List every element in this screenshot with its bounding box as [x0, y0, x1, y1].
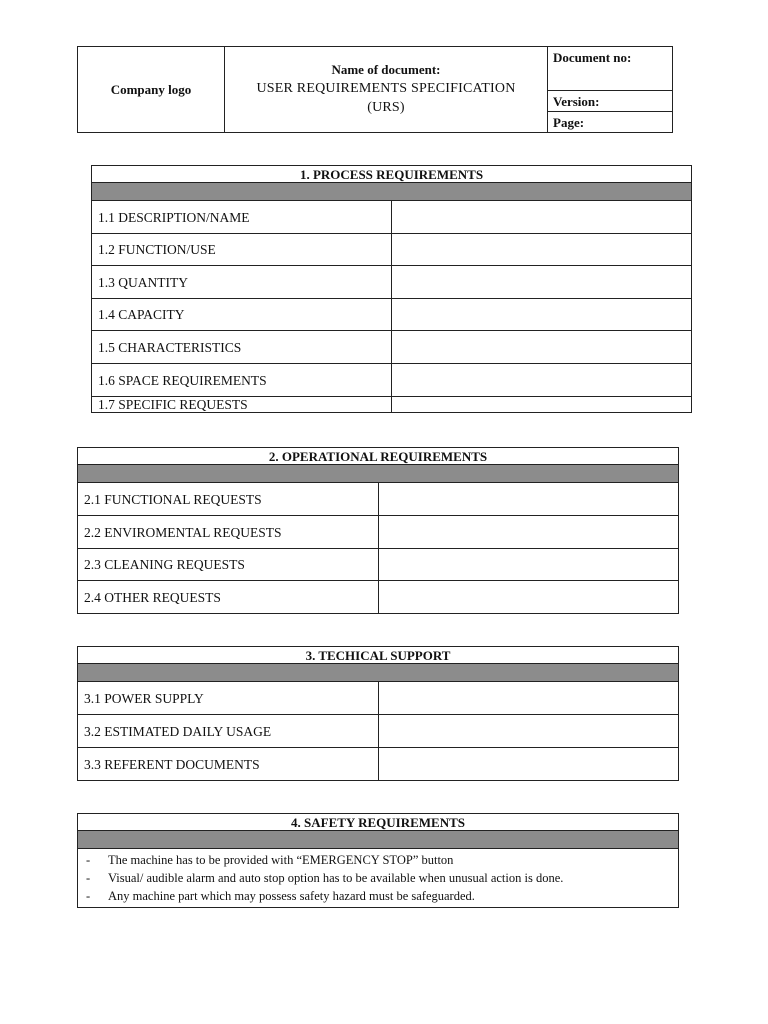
row-value-functional[interactable] — [378, 483, 679, 516]
technical-support-table — [77, 646, 679, 781]
list-item — [86, 869, 678, 887]
row-value-description[interactable] — [392, 201, 692, 234]
bullet-marker: - — [86, 853, 91, 867]
safety-requirements-table — [77, 813, 679, 908]
row-label-capacity: 1.4 CAPACITY — [92, 299, 392, 331]
row-label-cleaning: 2.3 CLEANING REQUESTS — [78, 549, 379, 581]
safety-bullet-list — [78, 849, 679, 908]
section-title-safety: 4. SAFETY REQUIREMENTS — [78, 814, 679, 831]
row-value-specific[interactable] — [392, 397, 692, 413]
row-value-function[interactable] — [392, 234, 692, 266]
company-logo-placeholder: Company logo — [78, 47, 225, 133]
row-value-quantity[interactable] — [392, 266, 692, 299]
document-name-label: Name of document: — [331, 62, 441, 77]
row-label-space: 1.6 SPACE REQUIREMENTS — [92, 364, 392, 397]
row-label-daily-usage: 3.2 ESTIMATED DAILY USAGE — [78, 715, 379, 748]
section-bar — [92, 183, 692, 201]
document-title-line1: USER REQUIREMENTS SPECIFICATION — [256, 81, 516, 96]
row-label-characteristics: 1.5 CHARACTERISTICS — [92, 331, 392, 364]
safety-item-text: Visual/ audible alarm and auto stop option has to be available when unusual action is done. — [108, 871, 564, 885]
section-bar — [78, 465, 679, 483]
list-item — [86, 887, 678, 905]
document-header — [77, 46, 673, 133]
row-label-other: 2.4 OTHER REQUESTS — [78, 581, 379, 614]
safety-item-text: Any machine part which may possess safety hazard must be safeguarded. — [108, 889, 475, 903]
row-label-functional: 2.1 FUNCTIONAL REQUESTS — [78, 483, 379, 516]
row-label-power: 3.1 POWER SUPPLY — [78, 682, 379, 715]
row-label-quantity: 1.3 QUANTITY — [92, 266, 392, 299]
section-bar — [78, 664, 679, 682]
document-number-label: Document no: — [548, 47, 673, 91]
page-label: Page: — [548, 112, 673, 133]
row-label-description: 1.1 DESCRIPTION/NAME — [92, 201, 392, 234]
row-label-environmental: 2.2 ENVIROMENTAL REQUESTS — [78, 516, 379, 549]
bullet-marker: - — [86, 889, 91, 903]
row-label-function: 1.2 FUNCTION/USE — [92, 234, 392, 266]
row-value-cleaning[interactable] — [378, 549, 679, 581]
section-title-operational: 2. OPERATIONAL REQUIREMENTS — [78, 448, 679, 465]
row-value-capacity[interactable] — [392, 299, 692, 331]
list-item — [86, 851, 678, 869]
row-label-specific: 1.7 SPECIFIC REQUESTS — [92, 397, 392, 413]
document-title-line2: (URS) — [367, 100, 405, 115]
row-value-daily-usage[interactable] — [378, 715, 679, 748]
row-value-characteristics[interactable] — [392, 331, 692, 364]
row-value-environmental[interactable] — [378, 516, 679, 549]
section-title-process: 1. PROCESS REQUIREMENTS — [92, 166, 692, 183]
row-value-referent-documents[interactable] — [378, 748, 679, 781]
bullet-marker: - — [86, 871, 91, 885]
section-title-technical: 3. TECHICAL SUPPORT — [78, 647, 679, 664]
row-label-referent-documents: 3.3 REFERENT DOCUMENTS — [78, 748, 379, 781]
section-bar — [78, 831, 679, 849]
operational-requirements-table — [77, 447, 679, 614]
safety-item-text: The machine has to be provided with “EMERGENCY STOP” button — [108, 853, 454, 867]
row-value-power[interactable] — [378, 682, 679, 715]
version-label: Version: — [548, 91, 673, 112]
row-value-space[interactable] — [392, 364, 692, 397]
document-name-cell — [225, 47, 548, 133]
row-value-other[interactable] — [378, 581, 679, 614]
process-requirements-table — [91, 165, 692, 413]
